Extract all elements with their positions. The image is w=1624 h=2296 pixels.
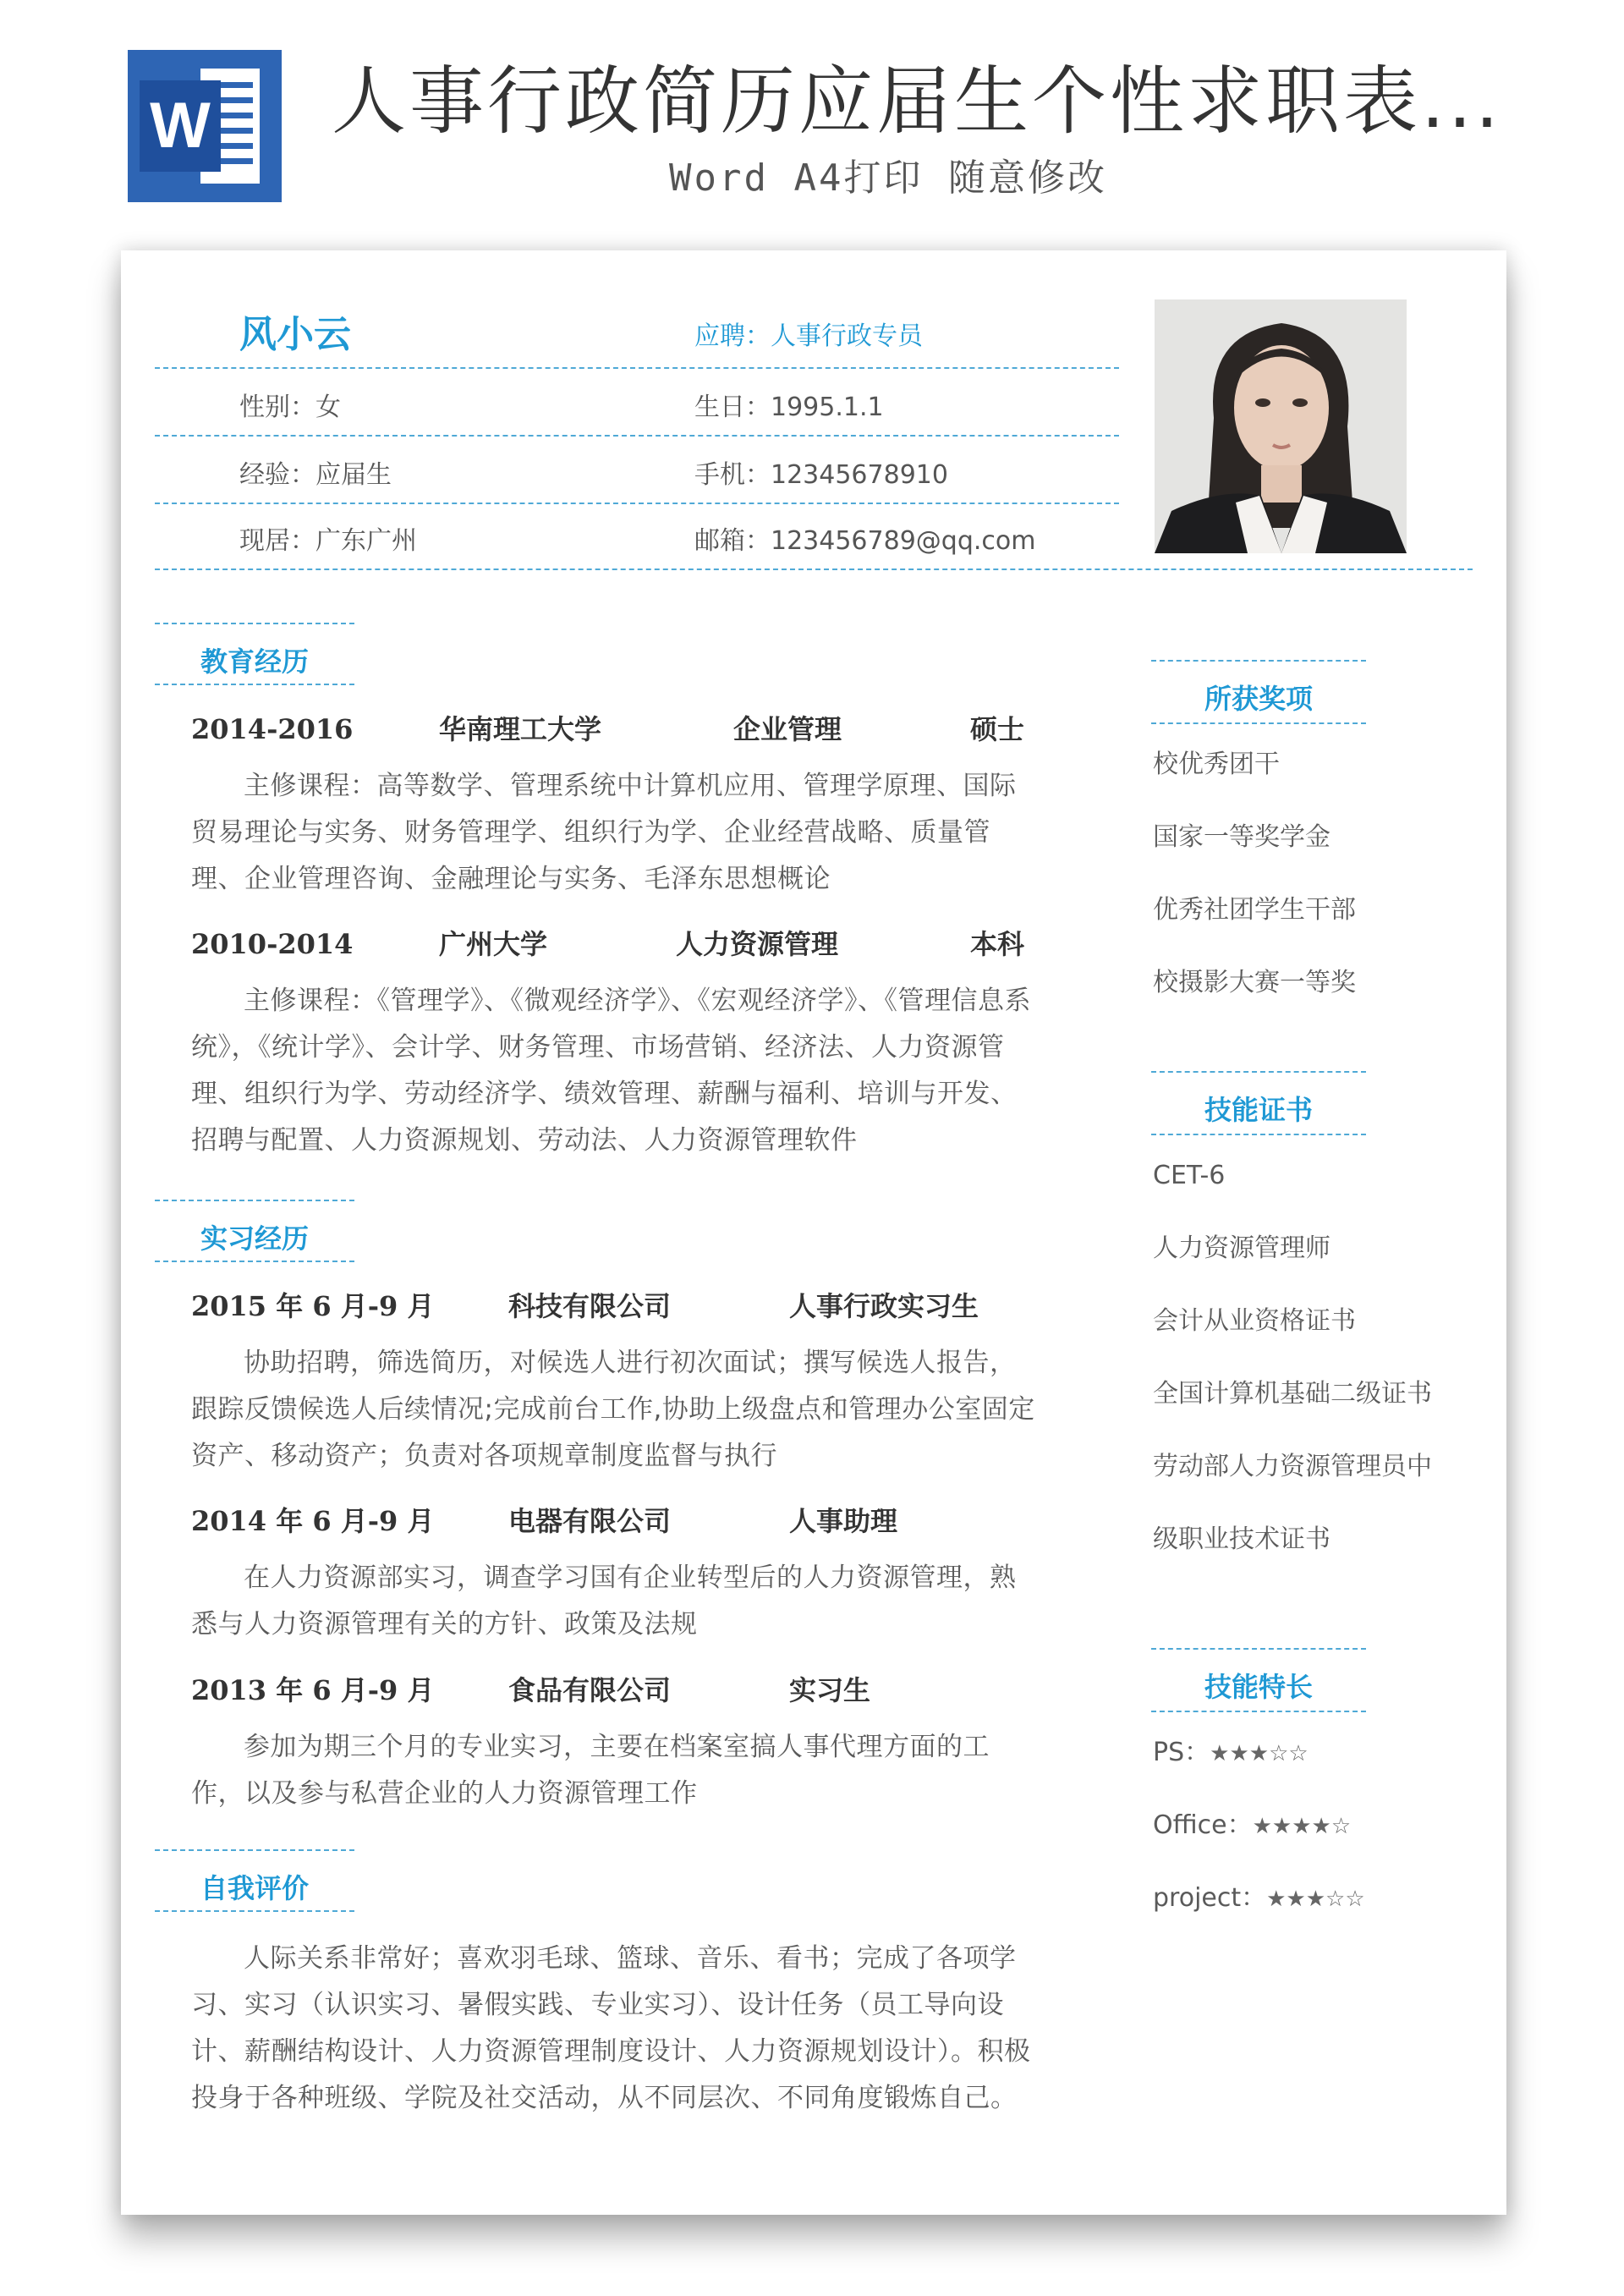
section-rule [155,1261,354,1262]
intern-company: 电器有限公司 [508,1505,672,1537]
banner-subtitle: Word A4打印 随意修改 [669,157,1107,200]
candidate-name: 风小云 [239,313,351,356]
section-rule [155,1849,354,1851]
intern-role: 人事助理 [789,1505,898,1537]
section-title-education: 教育经历 [200,645,309,678]
award-item: 优秀社团学生干部 [1153,895,1356,925]
intern-description: 协助招聘，筛选简历，对候选人进行初次面试；撰写候选人报告，跟踪反馈候选人后续情况;完成前台工作,协助上级盘点和管理办公室固定资产、移动资产；负责对各项规章制度监督与执行 [191,1348,1035,1471]
certificate-item: 人力资源管理师 [1153,1233,1330,1263]
edu-major: 企业管理 [733,713,842,745]
section-rule [155,1910,354,1912]
edu-description: 主修课程：高等数学、管理系统中计算机应用、管理学原理、国际贸易理论与实务、财务管理学、组织行为学、企业经营战略、质量管理、企业管理咨询、金融理论与实务、毛泽东思想概论 [191,771,1017,894]
skill-label: PS： [1153,1738,1210,1767]
self-evaluation-text: 人际关系非常好；喜欢羽毛球、篮球、音乐、看书；完成了各项学习、实习（认识实习、暑假实践、专业实习）、设计任务（员工导向设计、薪酬结构设计、人力资源管理制度设计、人力资源规划设计）。积极投身于各种班级、学院及社交活动，从不同层次、不同角度锻炼自己。 [191,1943,1031,2113]
certificate-item: 全国计算机基础二级证书 [1153,1379,1432,1409]
certificate-item: CET-6 [1153,1161,1226,1190]
skill-stars: ★★★☆☆ [1266,1887,1365,1912]
certificate-item: 劳动部人力资源管理员中 [1153,1452,1432,1481]
experience: 经验：应届生 [239,460,392,490]
intern-role: 人事行政实习生 [789,1290,979,1322]
intern-role: 实习生 [789,1674,871,1706]
intern-company: 科技有限公司 [508,1290,672,1322]
skill-label: project： [1153,1883,1267,1913]
applied-position: 应聘：人事行政专员 [694,321,923,351]
edu-major: 人力资源管理 [676,928,839,960]
edu-description: 主修课程：《管理学》、《微观经济学》、《宏观经济学》、《管理信息系统》，《统计学》、会计学、财务管理、市场营销、经济法、人力资源管理、组织行为学、劳动经济学、绩效管理、薪酬与福利、培训与开发、招聘与配置、人力资源规划、劳动法、人力资源管理软件 [191,986,1031,1156]
profile-photo [1155,299,1407,553]
intern-period: 2014 年 6 月-9 月 [191,1505,435,1537]
skill-stars: ★★★★☆ [1252,1814,1352,1839]
skill-item [1153,1881,1365,1916]
section-title-certificates: 技能证书 [1204,1094,1313,1126]
certificate-item: 级职业技术证书 [1153,1524,1330,1554]
section-rule [1151,1071,1366,1073]
section-rule [1151,1711,1366,1712]
section-title-skills: 技能特长 [1204,1671,1313,1703]
award-item: 校优秀团干 [1153,750,1280,779]
email: 邮箱：123456789@qq.com [694,526,1036,556]
edu-school: 华南理工大学 [439,713,602,745]
skill-label: Office： [1153,1810,1253,1840]
intern-description: 在人力资源部实习，调查学习国有企业转型后的人力资源管理，熟悉与人力资源管理有关的方针、政策及法规 [191,1563,1017,1640]
edu-period: 2010-2014 [191,928,354,960]
intern-description: 参加为期三个月的专业实习，主要在档案室搞人事代理方面的工作，以及参与私营企业的人力资源管理工作 [191,1732,990,1809]
skill-stars: ★★★☆☆ [1210,1741,1309,1766]
resume-page [121,250,1506,2215]
edu-degree: 硕士 [970,713,1025,745]
award-item: 国家一等奖学金 [1153,822,1330,852]
divider [155,503,1119,504]
intern-company: 食品有限公司 [508,1674,672,1706]
location: 现居：广东广州 [239,526,417,556]
phone: 手机：12345678910 [694,460,948,490]
skill-item [1153,1809,1351,1843]
intern-period: 2013 年 6 月-9 月 [191,1674,435,1706]
edu-school: 广州大学 [439,928,548,960]
section-title-internship: 实习经历 [200,1222,309,1255]
section-rule [1151,660,1366,662]
edu-degree: 本科 [970,928,1025,960]
certificate-item: 会计从业资格证书 [1153,1306,1356,1336]
section-rule [155,684,354,685]
banner-title: 人事行政简历应届生个性求职表... [332,58,1502,145]
intern-period: 2015 年 6 月-9 月 [191,1290,435,1322]
word-letter: W [140,80,221,172]
section-title-awards: 所获奖项 [1204,683,1313,715]
divider [155,367,1119,369]
edu-period: 2014-2016 [191,713,354,745]
skill-item [1153,1736,1309,1771]
gender: 性别：女 [239,393,341,422]
divider [155,435,1119,437]
section-rule [1151,1648,1366,1650]
birthday: 生日：1995.1.1 [694,393,884,422]
section-rule [1151,1134,1366,1135]
section-title-self-evaluation: 自我评价 [200,1872,309,1904]
award-item: 校摄影大赛一等奖 [1153,968,1356,997]
section-rule [155,1200,354,1201]
section-rule [1151,722,1366,724]
section-rule [155,623,354,624]
word-app-icon [128,50,282,202]
divider [155,569,1473,570]
